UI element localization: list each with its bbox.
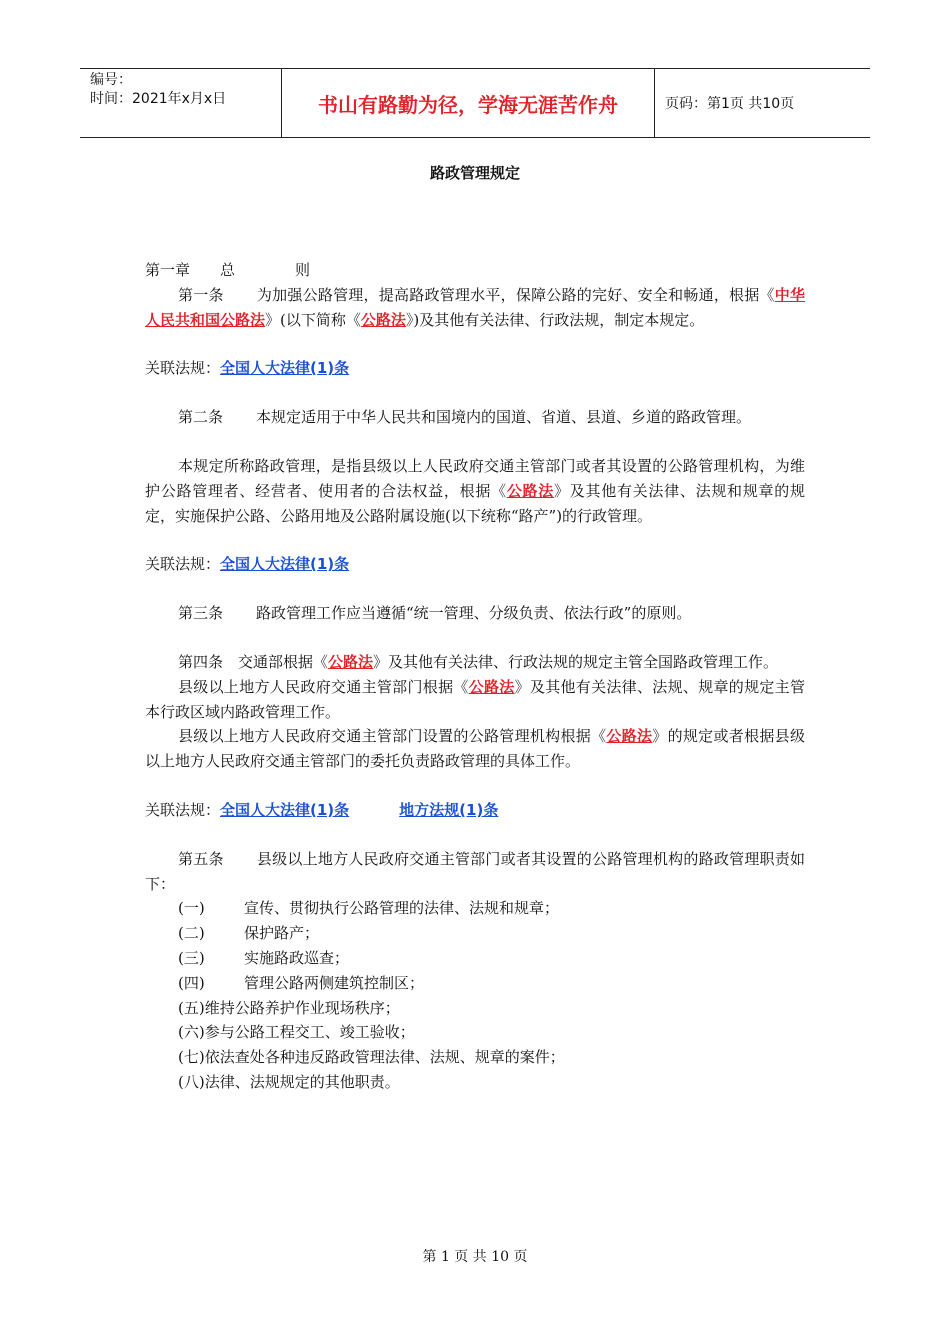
article-label: 第一条 xyxy=(178,285,224,304)
law-link[interactable]: 公路法 xyxy=(360,310,406,329)
law-link[interactable]: 公路法 xyxy=(506,481,555,500)
document-title: 路政管理规定 xyxy=(429,164,520,182)
header-meta xyxy=(80,69,282,137)
duty-item: (五)维持公路养护作业现场秩序； xyxy=(178,998,400,1017)
page-header xyxy=(80,68,870,138)
related-laws: 关联法规：全国人大法律(1)条 xyxy=(145,555,350,574)
number-label: 编号： xyxy=(90,72,132,88)
duty-item: (八)法律、法规规定的其他职责。 xyxy=(178,1072,400,1091)
duty-item: (四) 管理公路两侧建筑控制区； xyxy=(178,973,425,992)
article-2: 第二条 本规定适用于中华人民共和国境内的国道、省道、县道、乡道的路政管理。 xyxy=(178,408,752,427)
article-label: 第四条 xyxy=(178,652,224,671)
law-link[interactable]: 中华人民共和国公路法 xyxy=(145,285,805,329)
duty-item: (二) 保护路产； xyxy=(178,924,320,943)
article-4: 第四条 交通部根据《公路法》及其他有关法律、行政法规的规定主管全国路政管理工作。 xyxy=(178,652,779,671)
article-4-para-3: 县级以上地方人民政府交通主管部门设置的公路管理机构根据《公路法》的规定或者根据县级以上地方人民政府交通主管部门的委托负责路政管理的具体工作。 xyxy=(145,727,805,771)
article-label: 第五条 xyxy=(178,849,224,868)
article-label: 第二条 xyxy=(178,408,224,427)
article-4-para-2: 县级以上地方人民政府交通主管部门根据《公路法》及其他有关法律、法规、规章的规定主管本行政区域内路政管理工作。 xyxy=(145,677,805,721)
duties-list xyxy=(145,896,805,1094)
chapter-heading: 第一章 总 则 xyxy=(145,261,311,279)
duty-item: (六)参与公路工程交工、竣工验收； xyxy=(178,1023,415,1042)
related-local-link[interactable]: 地方法规(1)条 xyxy=(399,800,499,819)
time-label: 时间：2021年x月x日 xyxy=(90,91,227,107)
related-npc-link[interactable]: 全国人大法律(1)条 xyxy=(220,800,350,819)
article-1: 第一条 为加强公路管理，提高路政管理水平，保障公路的完好、安全和畅通，根据《中华人民共和国公路法》(以下简称《公路法》)及其他有关法律、行政法规，制定本规定。 xyxy=(145,285,805,329)
related-npc-link[interactable]: 全国人大法律(1)条 xyxy=(220,555,350,574)
article-5: 第五条 县级以上地方人民政府交通主管部门或者其设置的公路管理机构的路政管理职责如下： xyxy=(145,849,805,893)
header-page-info: 页码：第1页 共10页 xyxy=(665,96,795,112)
related-npc-link[interactable]: 全国人大法律(1)条 xyxy=(220,359,350,378)
article-2-para-2: 本规定所称路政管理，是指县级以上人民政府交通主管部门或者其设置的公路管理机构，为维护公路管理者、经营者、使用者的合法权益，根据《公路法》及其他有关法律、法规和规章的规定，实施保护公路、公路用地及公路附属设施(以下统称“路产”)的行政管理。 xyxy=(145,456,805,525)
related-laws: 关联法规：全国人大法律(1)条 地方法规(1)条 xyxy=(145,800,499,819)
page-footer: 第 1 页 共 10 页 xyxy=(422,1249,528,1265)
duty-item: (三) 实施路政巡查； xyxy=(178,948,350,967)
article-label: 第三条 xyxy=(178,604,224,623)
related-laws: 关联法规：全国人大法律(1)条 xyxy=(145,359,350,378)
law-link[interactable]: 公路法 xyxy=(468,677,515,696)
law-link[interactable]: 公路法 xyxy=(328,652,374,671)
duty-item: (一) 宣传、贯彻执行公路管理的法律、法规和规章； xyxy=(178,899,560,918)
document-body xyxy=(145,258,805,1095)
duty-item: (七)依法查处各种违反路政管理法律、法规、规章的案件； xyxy=(178,1048,565,1067)
article-3: 第三条 路政管理工作应当遵循“统一管理、分级负责、依法行政”的原则。 xyxy=(178,604,692,623)
law-link[interactable]: 公路法 xyxy=(606,727,653,746)
header-motto: 书山有路勤为径，学海无涯苦作舟 xyxy=(282,69,655,137)
